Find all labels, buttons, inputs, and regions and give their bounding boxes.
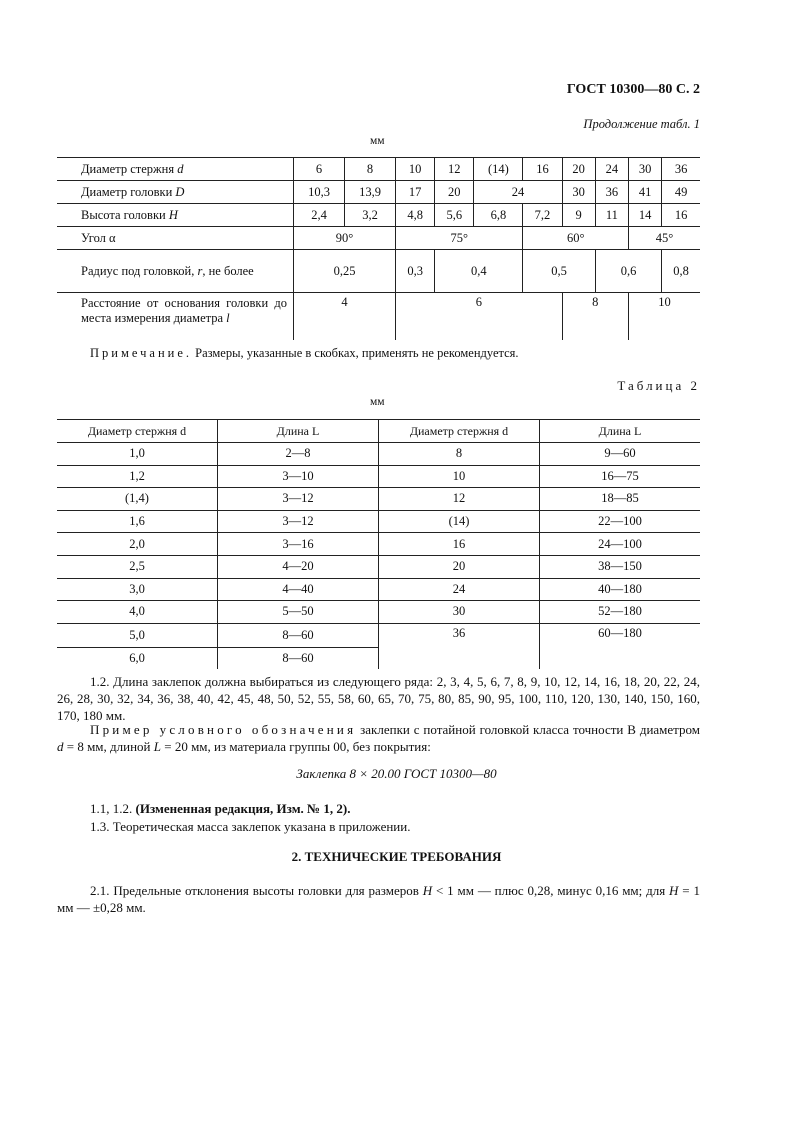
table-cell: 10,3 <box>294 181 345 204</box>
row-label: Диаметр стержня d <box>57 158 294 181</box>
column-header: Диаметр стержня d <box>57 420 218 443</box>
table-continuation-label: Продолжение табл. 1 <box>583 117 700 131</box>
table-cell: 4—40 <box>218 578 379 601</box>
table-cell: 0,5 <box>523 250 595 293</box>
paragraph-2-1: 2.1. Предельные отклонения высоты головки для размеров H < 1 мм — плюс 0,28, минус 0,16 мм; для H = 1 мм — ±0,28 мм. <box>57 883 700 915</box>
table-cell: 30 <box>629 158 662 181</box>
table-cell: 30 <box>379 601 540 624</box>
table-row <box>57 488 700 511</box>
column-header: Длина L <box>540 420 701 443</box>
table-cell: 9 <box>562 204 595 227</box>
section-heading: 2. ТЕХНИЧЕСКИЕ ТРЕБОВАНИЯ <box>291 849 502 864</box>
edit-note: 1.1, 1.2. (Измененная редакция, Изм. № 1, 2). <box>90 801 351 816</box>
table-cell: 14 <box>629 204 662 227</box>
table-cell: (14) <box>379 510 540 533</box>
table-cell: 4 <box>294 293 396 341</box>
table-cell: 0,3 <box>396 250 435 293</box>
units-label: мм <box>370 135 385 147</box>
table-cell: 20 <box>435 181 474 204</box>
table-cell: 1,6 <box>57 510 218 533</box>
table-cell: 60° <box>523 227 629 250</box>
table-row <box>57 623 700 647</box>
column-header: Диаметр стержня d <box>379 420 540 443</box>
table-cell-empty <box>540 647 701 669</box>
table-cell: (1,4) <box>57 488 218 511</box>
paragraph-1-2: 1.2. Длина заклепок должна выбираться из следующего ряда: 2, 3, 4, 5, 6, 7, 8, 9, 10, 12, 14, 16, 18, 20, 22, 24, 26, 28, 30, 32, 34, 36, 38, 40, 42, 45, 48, 50, 52, 55, 58, 60, 65, 70, 75, 80, 85, 90, 95, 100, 110, 120, 130, 140, 150, 160, 170, 180 мм. <box>57 674 700 723</box>
table-cell: 2,5 <box>57 555 218 578</box>
table-cell: (14) <box>474 158 523 181</box>
column-header: Длина L <box>218 420 379 443</box>
table-cell: 75° <box>396 227 523 250</box>
row-label: Расстояние от основания головки до места измерения диаметра l <box>57 293 294 341</box>
table-cell: 20 <box>379 555 540 578</box>
table-cell: 52—180 <box>540 601 701 624</box>
table-cell: 8 <box>562 293 628 341</box>
table-cell: 6,8 <box>474 204 523 227</box>
table-cell: 24 <box>379 578 540 601</box>
row-label: Угол α <box>57 227 294 250</box>
table-note: Примечание. Размеры, указанные в скобках, применять не рекомендуется. <box>90 346 519 360</box>
table-cell: 38—150 <box>540 555 701 578</box>
table-cell: 5,0 <box>57 623 218 647</box>
table-cell: 4—20 <box>218 555 379 578</box>
table-row <box>57 578 700 601</box>
table-cell: 1,2 <box>57 465 218 488</box>
units-label: мм <box>370 396 385 408</box>
table-cell: 20 <box>562 158 595 181</box>
table-cell: 24 <box>474 181 562 204</box>
table-cell: 4,8 <box>396 204 435 227</box>
table-cell: 24 <box>595 158 628 181</box>
table-cell: 0,6 <box>595 250 661 293</box>
table-cell: 3—10 <box>218 465 379 488</box>
table-cell: 6 <box>396 293 563 341</box>
table-cell: 36 <box>662 158 700 181</box>
table-cell: 5—50 <box>218 601 379 624</box>
table-row <box>57 181 700 204</box>
table-row <box>57 227 700 250</box>
table-cell: 2,4 <box>294 204 345 227</box>
table-row <box>57 601 700 624</box>
table-cell: 11 <box>595 204 628 227</box>
table-cell: 8 <box>345 158 396 181</box>
paragraph-example: Пример условного обозначения заклепки с потайной головкой класса точности В диаметром d = 8 мм, длиной L = 20 мм, из материала группы 00, без покрытия: <box>57 722 700 754</box>
table-row <box>57 555 700 578</box>
table-cell: 6 <box>294 158 345 181</box>
table-cell: 8—60 <box>218 623 379 647</box>
table-cell: 8 <box>379 443 540 466</box>
table-cell: 36 <box>595 181 628 204</box>
table-cell: 4,0 <box>57 601 218 624</box>
table-cell: 0,25 <box>294 250 396 293</box>
table-row <box>57 465 700 488</box>
table-row <box>57 250 700 293</box>
table-cell: 9—60 <box>540 443 701 466</box>
table-2-label: Таблица 2 <box>617 378 700 393</box>
table-row <box>57 158 700 181</box>
table-1 <box>57 157 700 340</box>
paragraph-1-3: 1.3. Теоретическая масса заклепок указана в приложении. <box>90 819 411 834</box>
table-cell: 22—100 <box>540 510 701 533</box>
row-label: Радиус под головкой, r, не более <box>57 250 294 293</box>
table-cell: 49 <box>662 181 700 204</box>
table-cell: 10 <box>379 465 540 488</box>
table-cell: 36 <box>379 623 540 647</box>
table-cell: 24—100 <box>540 533 701 556</box>
table-cell: 6,0 <box>57 647 218 669</box>
table-cell: 40—180 <box>540 578 701 601</box>
table-cell: 12 <box>379 488 540 511</box>
table-row <box>57 443 700 466</box>
table-cell: 2,0 <box>57 533 218 556</box>
table-cell: 0,4 <box>435 250 523 293</box>
table-cell: 90° <box>294 227 396 250</box>
table-cell: 17 <box>396 181 435 204</box>
table-cell: 5,6 <box>435 204 474 227</box>
table-cell: 10 <box>629 293 701 341</box>
table-row <box>57 293 700 341</box>
table-cell: 12 <box>435 158 474 181</box>
table-cell: 7,2 <box>523 204 562 227</box>
table-cell: 60—180 <box>540 623 701 647</box>
table-cell: 3—12 <box>218 488 379 511</box>
table-row <box>57 533 700 556</box>
table-cell-empty <box>379 647 540 669</box>
table-cell: 1,0 <box>57 443 218 466</box>
table-header-row <box>57 420 700 443</box>
table-2 <box>57 419 700 669</box>
table-cell: 16 <box>379 533 540 556</box>
table-cell: 41 <box>629 181 662 204</box>
table-cell: 0,8 <box>662 250 700 293</box>
row-label: Диаметр головки D <box>57 181 294 204</box>
table-cell: 16—75 <box>540 465 701 488</box>
table-cell: 10 <box>396 158 435 181</box>
table-cell: 3,0 <box>57 578 218 601</box>
table-row <box>57 204 700 227</box>
row-label: Высота головки H <box>57 204 294 227</box>
table-cell: 2—8 <box>218 443 379 466</box>
table-cell: 3,2 <box>345 204 396 227</box>
table-row <box>57 647 700 669</box>
table-cell: 8—60 <box>218 647 379 669</box>
table-cell: 16 <box>523 158 562 181</box>
table-cell: 3—16 <box>218 533 379 556</box>
page-title: ГОСТ 10300—80 С. 2 <box>566 82 700 97</box>
table-cell: 16 <box>662 204 700 227</box>
table-cell: 13,9 <box>345 181 396 204</box>
table-row <box>57 510 700 533</box>
table-cell: 3—12 <box>218 510 379 533</box>
table-cell: 30 <box>562 181 595 204</box>
table-cell: 18—85 <box>540 488 701 511</box>
designation-example: Заклепка 8 × 20.00 ГОСТ 10300—80 <box>296 766 497 781</box>
table-cell: 45° <box>629 227 701 250</box>
